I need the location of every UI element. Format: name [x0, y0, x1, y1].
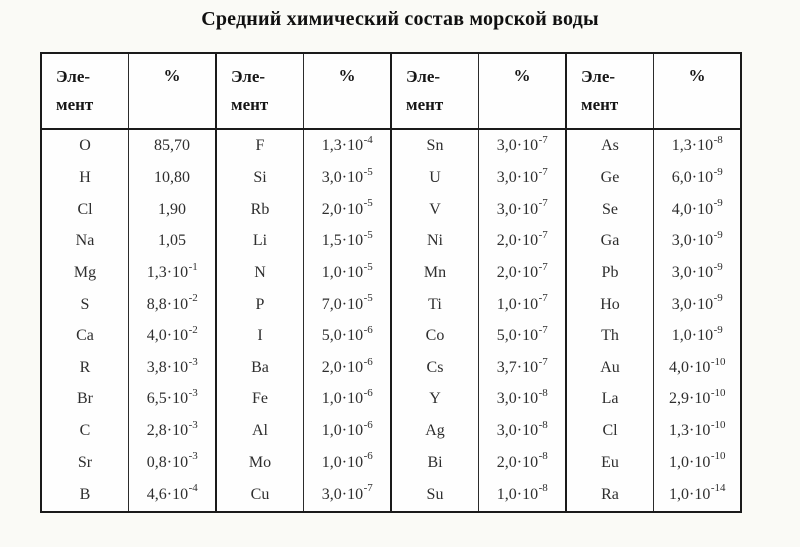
- table-row: [41, 320, 741, 352]
- percent-cell: $1,0\cdot 10^{-6}$: [304, 447, 392, 479]
- element-cell: Mo: [216, 447, 304, 479]
- table-row: [41, 384, 741, 416]
- percent-cell: $2,9\cdot 10^{-10}$: [669, 387, 726, 408]
- percent-cell: $0,8\cdot 10^{-3}$: [129, 447, 217, 479]
- element-cell: Cl: [41, 194, 129, 226]
- element-cell: Ag: [391, 415, 479, 447]
- percent-cell: $1,0\cdot 10^{-9}$: [671, 323, 723, 345]
- percent-cell: 1,05: [129, 226, 217, 258]
- percent-cell: $1,0\cdot 10^{-14}$: [669, 482, 726, 503]
- element-cell: I: [216, 320, 304, 352]
- element-cell: C: [41, 415, 129, 447]
- element-header-line2: мент: [56, 95, 94, 114]
- element-cell: Li: [216, 226, 304, 258]
- percent-cell: $6,0\cdot 10^{-9}$: [671, 165, 723, 187]
- table-row: [41, 162, 741, 194]
- element-cell: Cl: [566, 415, 654, 447]
- element-cell: Ni: [391, 226, 479, 258]
- element-cell: Ho: [566, 289, 654, 321]
- percent-cell: $3,0\cdot 10^{-7}$: [479, 194, 567, 226]
- table-row: [41, 447, 741, 479]
- element-header: [391, 53, 479, 129]
- table-body: [41, 129, 741, 512]
- element-cell: Al: [216, 415, 304, 447]
- element-header-line2: мент: [231, 95, 269, 114]
- element-header-line1: Эле-: [231, 66, 266, 86]
- percent-cell: $2,0\cdot 10^{-6}$: [304, 352, 392, 384]
- percent-cell: $3,0\cdot 10^{-5}$: [304, 162, 392, 194]
- element-header-line1: Эле-: [56, 66, 91, 86]
- element-cell: F: [216, 129, 304, 162]
- percent-header: %: [304, 53, 392, 129]
- percent-cell: 10,80: [129, 162, 217, 194]
- percent-cell: $3,0\cdot 10^{-9}$: [671, 260, 723, 281]
- seawater-composition-table: [40, 52, 742, 513]
- percent-cell: $2,0\cdot 10^{-5}$: [304, 194, 392, 226]
- element-cell: Co: [391, 320, 479, 352]
- percent-cell: $1,3\cdot 10^{-4}$: [304, 129, 392, 162]
- percent-cell: $4,6\cdot 10^{-4}$: [129, 478, 217, 512]
- page-title: Средний химический состав морской воды: [201, 8, 599, 30]
- element-cell: Mg: [41, 257, 129, 289]
- element-cell: Sn: [391, 129, 479, 162]
- percent-cell: $3,0\cdot 10^{-7}$: [479, 129, 567, 162]
- element-cell: N: [216, 257, 304, 289]
- element-cell: V: [391, 194, 479, 226]
- element-cell: Br: [41, 384, 129, 416]
- percent-cell: $2,0\cdot 10^{-7}$: [479, 226, 567, 258]
- element-cell: La: [566, 384, 654, 416]
- element-cell: Ti: [391, 289, 479, 321]
- percent-cell: $7,0\cdot 10^{-5}$: [304, 289, 392, 321]
- percent-cell: $3,0\cdot 10^{-8}$: [479, 384, 567, 416]
- percent-cell: $1,3\cdot 10^{-10}$: [669, 418, 726, 440]
- table-row: [41, 226, 741, 258]
- percent-cell: $2,8\cdot 10^{-3}$: [129, 415, 217, 447]
- percent-cell: $1,3\cdot 10^{-8}$: [671, 133, 723, 155]
- element-cell: Se: [566, 194, 654, 226]
- element-cell: Cu: [216, 478, 304, 512]
- element-cell: O: [41, 129, 129, 162]
- percent-cell: $3,0\cdot 10^{-7}$: [304, 478, 392, 512]
- table-row: [41, 478, 741, 512]
- element-header: [41, 53, 129, 129]
- table-row: [41, 129, 741, 162]
- percent-cell: $4,0\cdot 10^{-9}$: [671, 197, 723, 218]
- element-cell: P: [216, 289, 304, 321]
- percent-cell: $4,0\cdot 10^{-10}$: [669, 355, 726, 376]
- element-cell: Th: [566, 320, 654, 352]
- element-header-line1: Эле-: [581, 66, 616, 86]
- percent-cell: $1,5\cdot 10^{-5}$: [304, 226, 392, 258]
- percent-cell: $1,0\cdot 10^{-5}$: [304, 257, 392, 289]
- element-cell: Eu: [566, 447, 654, 479]
- element-header: [566, 53, 654, 129]
- percent-cell: 85,70: [129, 129, 217, 162]
- element-cell: As: [566, 129, 654, 162]
- percent-cell: $5,0\cdot 10^{-6}$: [304, 320, 392, 352]
- percent-cell: $1,0\cdot 10^{-6}$: [304, 415, 392, 447]
- percent-cell: $3,0\cdot 10^{-9}$: [671, 229, 723, 250]
- percent-cell: $3,7\cdot 10^{-7}$: [479, 352, 567, 384]
- percent-cell: $3,0\cdot 10^{-8}$: [479, 415, 567, 447]
- percent-cell: $1,0\cdot 10^{-7}$: [479, 289, 567, 321]
- percent-header: %: [479, 53, 567, 129]
- element-cell: Cs: [391, 352, 479, 384]
- table-header: [41, 53, 741, 129]
- element-cell: Si: [216, 162, 304, 194]
- percent-header: %: [129, 53, 217, 129]
- element-cell: B: [41, 478, 129, 512]
- element-cell: Ga: [566, 226, 654, 258]
- table-row: [41, 289, 741, 321]
- percent-cell: $6,5\cdot 10^{-3}$: [129, 384, 217, 416]
- percent-cell: $1,0\cdot 10^{-8}$: [479, 478, 567, 512]
- percent-header: %: [654, 53, 742, 129]
- percent-cell: $1,0\cdot 10^{-6}$: [304, 384, 392, 416]
- element-cell: Bi: [391, 447, 479, 479]
- element-cell: Ge: [566, 162, 654, 194]
- percent-cell: $2,0\cdot 10^{-8}$: [479, 447, 567, 479]
- percent-cell: $1,3\cdot 10^{-1}$: [129, 257, 217, 289]
- element-cell: Ca: [41, 320, 129, 352]
- table-row: [41, 194, 741, 226]
- element-cell: Pb: [566, 257, 654, 289]
- element-cell: Y: [391, 384, 479, 416]
- element-cell: R: [41, 352, 129, 384]
- element-cell: H: [41, 162, 129, 194]
- percent-cell: $4,0\cdot 10^{-2}$: [129, 320, 217, 352]
- header-row: [41, 53, 741, 129]
- element-cell: Sr: [41, 447, 129, 479]
- percent-cell: $5,0\cdot 10^{-7}$: [479, 320, 567, 352]
- percent-cell: $3,0\cdot 10^{-9}$: [671, 292, 723, 313]
- element-header-line2: мент: [581, 95, 619, 114]
- percent-cell: $8,8\cdot 10^{-2}$: [129, 289, 217, 321]
- percent-cell: $3,8\cdot 10^{-3}$: [129, 352, 217, 384]
- element-cell: Ra: [566, 478, 654, 512]
- element-header: [216, 53, 304, 129]
- percent-cell: $1,0\cdot 10^{-10}$: [669, 450, 726, 471]
- element-cell: Ba: [216, 352, 304, 384]
- percent-cell: $3,0\cdot 10^{-7}$: [479, 162, 567, 194]
- element-cell: U: [391, 162, 479, 194]
- element-header-line1: Эле-: [406, 66, 441, 86]
- table-row: [41, 415, 741, 447]
- element-cell: S: [41, 289, 129, 321]
- table-row: [41, 257, 741, 289]
- element-cell: Au: [566, 352, 654, 384]
- element-cell: Fe: [216, 384, 304, 416]
- element-cell: Rb: [216, 194, 304, 226]
- element-cell: Mn: [391, 257, 479, 289]
- element-header-line2: мент: [406, 95, 444, 114]
- element-cell: Su: [391, 478, 479, 512]
- percent-cell: 1,90: [129, 194, 217, 226]
- element-cell: Na: [41, 226, 129, 258]
- percent-cell: $2,0\cdot 10^{-7}$: [479, 257, 567, 289]
- table-row: [41, 352, 741, 384]
